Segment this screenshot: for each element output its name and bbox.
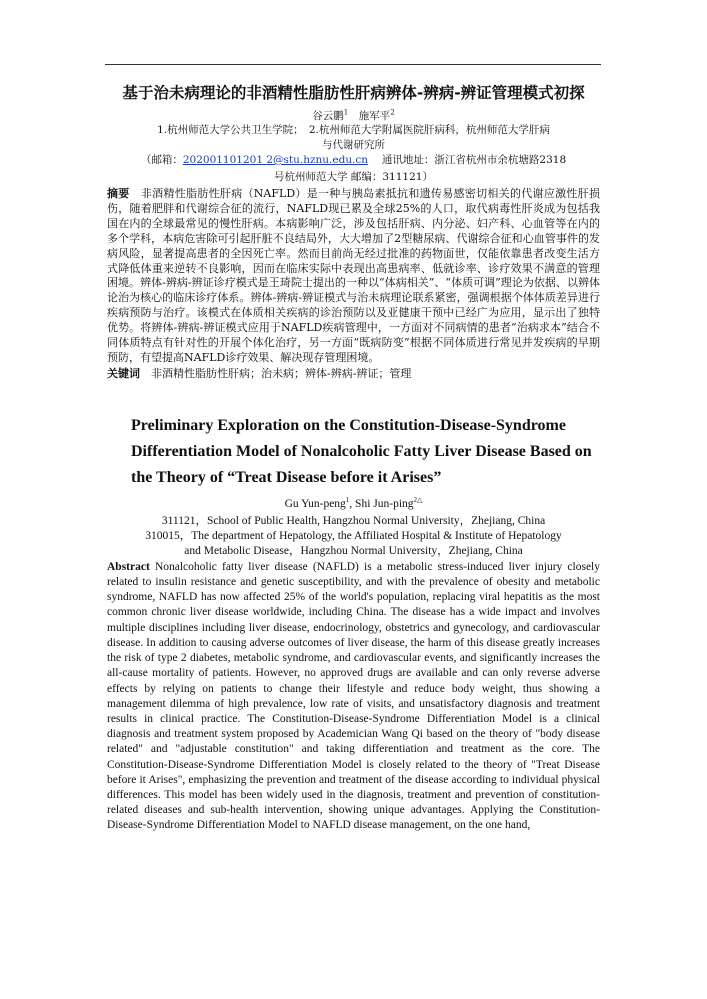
chinese-affiliation-line-2: 与代谢研究所 — [322, 139, 385, 151]
english-abstract — [107, 560, 600, 834]
chinese-author-1-affil: 1 — [343, 108, 349, 117]
chinese-abstract — [107, 187, 600, 366]
english-author-separator: , — [349, 497, 356, 510]
english-title-line-2: Differentiation Model of Nonalcoholic Fatty Liver Disease Based on — [131, 442, 592, 460]
chinese-contact-line-2: 号杭州师范大学 邮编：311121） — [274, 171, 433, 183]
english-abstract-label: Abstract — [107, 560, 150, 573]
chinese-contact-line-1 — [107, 153, 600, 168]
header-rule — [105, 64, 601, 65]
english-title-line-1: Preliminary Exploration on the Constitution-Disease-Syndrome — [131, 416, 566, 434]
paper-page — [107, 84, 600, 834]
chinese-author-2: 施军平 — [358, 110, 391, 122]
chinese-authors — [107, 109, 600, 123]
chinese-keywords — [107, 366, 600, 381]
chinese-author-1: 谷云鹏 — [312, 110, 344, 122]
english-author-1: Gu Yun-peng — [284, 497, 346, 510]
contact-address: 通讯地址：浙江省杭州市余杭塘路2318 — [368, 154, 567, 166]
chinese-affiliation-line-1: 1.杭州师范大学公共卫生学院； 2.杭州师范大学附属医院肝病科，杭州师范大学肝病 — [157, 124, 550, 136]
chinese-abstract-label: 摘要 — [107, 187, 130, 200]
chinese-keywords-label: 关键词 — [107, 366, 140, 380]
email-link[interactable]: 202001101201 2@stu.hznu.edu.cn — [182, 154, 369, 166]
english-affiliation-line-1: 311121，School of Public Health, Hangzhou Normal University，Zhejiang, China — [161, 514, 546, 527]
chinese-keywords-text: 非酒精性脂肪性肝病；治未病；辨体-辨病-辨证；管理 — [151, 366, 412, 380]
english-affiliation-line-2: 310015，The department of Hepatology, the Affiliated Hospital & Institute of Hepatology — [145, 529, 562, 542]
english-title-line-3: the Theory of “Treat Disease before it Arises” — [131, 468, 442, 486]
contact-prefix: （邮箱： — [140, 154, 183, 166]
english-abstract-text: Nonalcoholic fatty liver disease (NAFLD) is a metabolic stress-induced liver injury closely related to insulin resistance and genetic susceptibility, and with the prevalence of obesity and metabolic syndrome, NAFLD has now affected 25% of the world's population, replacing viral hepatitis as the most common chronic liver disease worldwide, including China. The disease has a wide impact and involves multiple disciplines including liver disease, endocrinology, obstetrics and gynecology, and cardiovascular disease. In addition to causing adverse outcomes of liver disease, the harm of this disease greatly increases the risk of type 2 diabetes, metabolic syndrome, and cardiovascular events, and significantly increases the all-cause mortality of patients. However, no approved drugs are available and can only reverse adverse effects by relying on patients to change their lifestyle and reduce body weight, thus showing a management dilemma of high prevalence, low rate of visits, and unsatisfactory diagnosis and treatment results in clinical practice. The Constitution-Disease-Syndrome Differentiation Model is a clinical diagnosis and treatment system proposed by Academician Wang Qi based on the theory of "body disease related" and "adjustable constitution" and taking differentiation and treatment as the core. The Constitution-Disease-Syndrome Differentiation Model is closely related to the theory of "Treat Disease before it Arises", emphasizing the prevention and treatment of the disease according to individual physical differences. This model has been widely used in the diagnosis, treatment and prevention of constitution-related diseases and sub-health intervention, showing unique advantages. Applying the Constitution-Disease-Syndrome Differentiation Model to NAFLD disease management, on the one hand, — [107, 560, 600, 832]
chinese-abstract-text: 非酒精性脂肪性肝病（NAFLD）是一种与胰岛素抵抗和遗传易感密切相关的代谢应激性肝损伤，随着肥胖和代谢综合征的流行，NAFLD现已累及全球25%的人口，取代病毒性肝炎成为包括我国在内的全球最常见的慢性肝病。本病影响广泛，涉及包括肝病、内分泌、妇产科、心血管等在内的多个学科，本病危害除可引起肝脏不良结局外，大大增加了2型糖尿病、代谢综合征和心血管事件的发病风险，显著提高患者的全因死亡率。然而目前尚无经过批准的药物面世，仅能依靠患者改变生活方式降低体重来逆转不良影响，因而在临床实际中表现出高患病率、低就诊率、诊疗效果不满意的管理困境。辨体-辨病-辨证诊疗模式是王琦院士提出的一种以“体病相关”、“体质可调”理论为依据、以辨体论治为核心的临床诊疗体系。辨体-辨病-辨证模式与治未病理论联系紧密，强调根据个体体质差异进行疾病预防与治疗。该模式在体质相关疾病的诊治预防以及亚健康干预中已经广为应用，显示出了独特优势。将辨体-辨病-辨证模式应用于NAFLD疾病管理中，一方面对不同病情的患者“治病求本”结合不同体质特点有针对性的开展个体化治疗，另一方面“既病防变”根据不同体质进行常见并发疾病的早期预防，有望提高NAFLD诊疗效果、解决现存管理困境。 — [107, 187, 601, 364]
english-author-2-affil: 2△ — [413, 496, 423, 505]
chinese-author-2-affil: 2 — [390, 108, 395, 117]
english-affiliation-line-3: and Metabolic Disease，Hangzhou Normal University，Zhejiang, China — [184, 544, 523, 557]
english-authors — [107, 497, 600, 511]
english-title — [107, 413, 600, 491]
english-author-2: Shi Jun-ping — [355, 497, 414, 510]
english-author-1-affil: 1 — [345, 496, 350, 505]
chinese-title: 基于治未病理论的非酒精性脂肪性肝病辨体-辨病-辨证管理模式初探 — [122, 84, 585, 102]
